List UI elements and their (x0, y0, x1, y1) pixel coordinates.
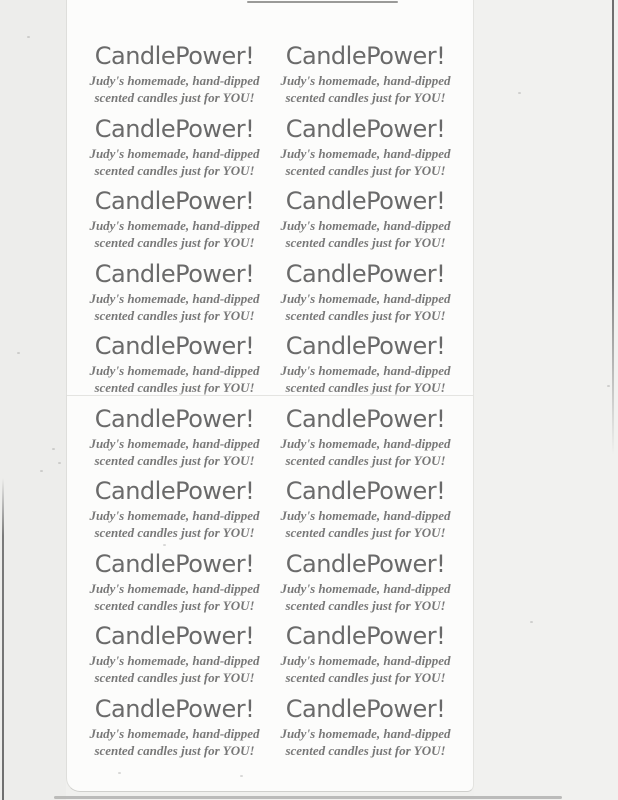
label-title: CandlePower! (94, 114, 255, 143)
label-tagline-line1: Judy's homemade, hand-dipped (89, 145, 260, 161)
label-tagline-line2: scented candles just for YOU! (94, 670, 255, 685)
candle-label (270, 41, 461, 114)
label-tagline-line2: scented candles just for YOU! (285, 307, 446, 323)
label-title: CandlePower! (94, 694, 255, 723)
candle-label (270, 186, 461, 259)
label-tagline-line1: Judy's homemade, hand-dipped (280, 508, 451, 523)
dust-speck (607, 385, 610, 387)
label-title: CandlePower! (94, 259, 255, 288)
label-title: CandlePower! (285, 694, 446, 723)
candle-label (270, 404, 461, 477)
label-tagline-line2: scented candles just for YOU! (285, 380, 446, 395)
label-title: CandlePower! (285, 549, 446, 578)
label-tagline-line1: Judy's homemade, hand-dipped (89, 363, 260, 378)
scan-right-margin (474, 0, 618, 800)
label-title: CandlePower! (94, 187, 255, 215)
dust-speck (518, 92, 521, 94)
scanner-left-edge-artifact (2, 478, 4, 800)
label-tagline-line2: scented candles just for YOU! (285, 452, 446, 468)
candle-label (270, 549, 461, 622)
label-title: CandlePower! (94, 549, 255, 578)
label-tagline-line2: scented candles just for YOU! (285, 670, 446, 685)
candle-label (79, 404, 270, 477)
label-tagline-line1: Judy's homemade, hand-dipped (89, 508, 260, 523)
sheet-bottom-shadow (54, 796, 562, 799)
dust-speck (58, 462, 61, 464)
candle-label (270, 114, 461, 187)
dust-speck (118, 772, 121, 774)
sheet-seam-line (67, 395, 473, 396)
label-title: CandlePower! (285, 114, 446, 143)
label-title: CandlePower! (285, 404, 446, 433)
label-title: CandlePower! (94, 622, 255, 650)
labels-grid (67, 0, 473, 766)
label-tagline-line1: Judy's homemade, hand-dipped (89, 290, 260, 306)
label-tagline-line1: Judy's homemade, hand-dipped (280, 73, 451, 88)
label-tagline-line1: Judy's homemade, hand-dipped (89, 218, 260, 233)
dust-speck (40, 470, 43, 472)
label-tagline-line2: scented candles just for YOU! (94, 742, 255, 758)
dust-speck (240, 775, 243, 777)
label-tagline-line1: Judy's homemade, hand-dipped (280, 145, 451, 161)
candle-label (270, 259, 461, 332)
label-tagline-line1: Judy's homemade, hand-dipped (89, 435, 260, 451)
label-tagline-line1: Judy's homemade, hand-dipped (280, 725, 451, 741)
candle-label (79, 549, 270, 622)
candle-label (79, 331, 270, 404)
label-tagline-line2: scented candles just for YOU! (285, 742, 446, 758)
candle-label (79, 41, 270, 114)
candle-label (79, 186, 270, 259)
label-tagline-line2: scented candles just for YOU! (94, 162, 255, 178)
label-tagline-line1: Judy's homemade, hand-dipped (89, 73, 260, 88)
candle-label (79, 694, 270, 767)
label-title: CandlePower! (285, 259, 446, 288)
dust-speck (17, 352, 20, 354)
label-sheet (66, 0, 474, 792)
candle-label (79, 476, 270, 549)
label-tagline-line1: Judy's homemade, hand-dipped (89, 653, 260, 668)
label-tagline-line2: scented candles just for YOU! (94, 90, 255, 105)
scan-left-margin (0, 0, 66, 800)
label-title: CandlePower! (285, 477, 446, 505)
dust-speck (163, 544, 166, 546)
dust-speck (389, 318, 392, 320)
candle-label (270, 476, 461, 549)
label-tagline-line2: scented candles just for YOU! (94, 307, 255, 323)
label-tagline-line2: scented candles just for YOU! (285, 162, 446, 178)
scanner-top-edge-artifact (247, 1, 398, 3)
candle-label (270, 331, 461, 404)
label-tagline-line1: Judy's homemade, hand-dipped (280, 363, 451, 378)
label-title: CandlePower! (94, 332, 255, 360)
label-tagline-line1: Judy's homemade, hand-dipped (280, 580, 451, 596)
candle-label (79, 114, 270, 187)
label-tagline-line2: scented candles just for YOU! (285, 525, 446, 540)
candle-label (79, 621, 270, 694)
label-title: CandlePower! (285, 332, 446, 360)
candle-label (270, 621, 461, 694)
label-title: CandlePower! (94, 477, 255, 505)
label-title: CandlePower! (94, 42, 255, 70)
label-tagline-line2: scented candles just for YOU! (285, 597, 446, 613)
label-tagline-line1: Judy's homemade, hand-dipped (89, 725, 260, 741)
candle-label (79, 259, 270, 332)
label-tagline-line1: Judy's homemade, hand-dipped (280, 290, 451, 306)
label-tagline-line2: scented candles just for YOU! (94, 235, 255, 250)
label-tagline-line2: scented candles just for YOU! (285, 235, 446, 250)
label-title: CandlePower! (94, 404, 255, 433)
label-tagline-line1: Judy's homemade, hand-dipped (280, 218, 451, 233)
label-tagline-line2: scented candles just for YOU! (94, 525, 255, 540)
dust-speck (52, 448, 55, 450)
label-tagline-line2: scented candles just for YOU! (94, 597, 255, 613)
label-tagline-line2: scented candles just for YOU! (94, 380, 255, 395)
dust-speck (27, 36, 30, 38)
label-title: CandlePower! (285, 622, 446, 650)
scanner-right-edge-artifact (612, 0, 614, 455)
label-title: CandlePower! (285, 42, 446, 70)
dust-speck (530, 621, 533, 623)
label-tagline-line1: Judy's homemade, hand-dipped (89, 580, 260, 596)
label-title: CandlePower! (285, 187, 446, 215)
label-tagline-line1: Judy's homemade, hand-dipped (280, 653, 451, 668)
label-tagline-line2: scented candles just for YOU! (94, 452, 255, 468)
candle-label (270, 694, 461, 767)
label-tagline-line2: scented candles just for YOU! (285, 90, 446, 105)
label-tagline-line1: Judy's homemade, hand-dipped (280, 435, 451, 451)
